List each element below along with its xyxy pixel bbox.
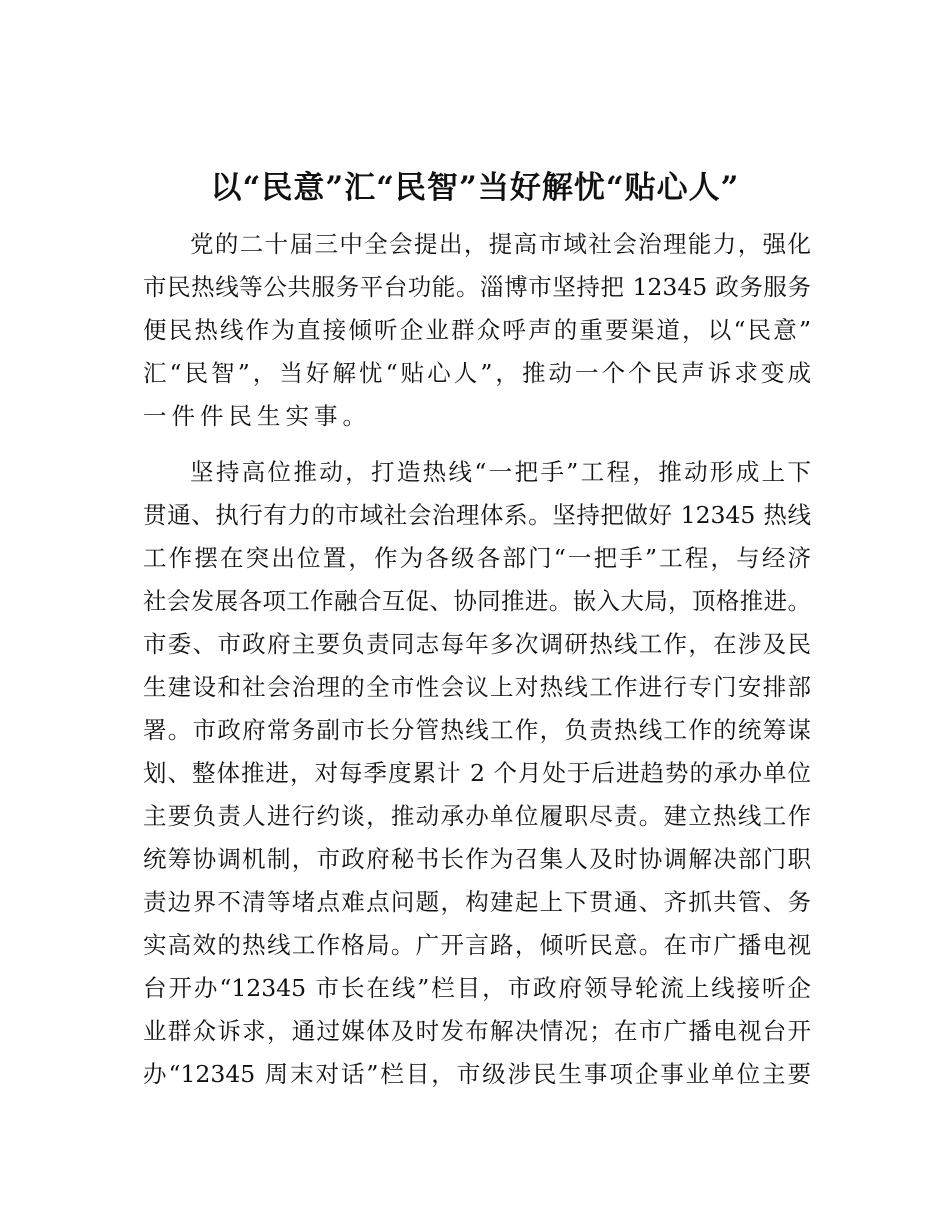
text-line: 坚持高位推动，打造热线“一把手”工程，推动形成上下 bbox=[190, 458, 811, 486]
text-line: 统筹协调机制，市政府秘书长作为召集人及时协调解决部门职 bbox=[143, 845, 811, 873]
paragraph-1 bbox=[143, 223, 811, 438]
page-title: 以“民意”汇“民智”当好解忧“贴心人” bbox=[210, 170, 740, 206]
text-line: 党的二十届三中全会提出，提高市域社会治理能力，强化 bbox=[190, 230, 811, 258]
text-line: 市民热线等公共服务平台功能。淄博市坚持把 12345 政务服务 bbox=[143, 273, 811, 301]
text-line: 市委、市政府主要负责同志每年多次调研热线工作，在涉及民 bbox=[143, 630, 811, 658]
text-line: 工作摆在突出位置，作为各级各部门“一把手”工程，与经济 bbox=[143, 544, 811, 572]
text-line: 一件件民生实事。 bbox=[143, 402, 371, 430]
text-line: 办“12345 周末对话”栏目，市级涉民生事项企事业单位主要 bbox=[143, 1060, 811, 1088]
text-line: 划、整体推进，对每季度累计 2 个月处于后进趋势的承办单位 bbox=[143, 759, 811, 787]
text-line: 署。市政府常务副市长分管热线工作，负责热线工作的统筹谋 bbox=[143, 716, 811, 744]
text-line: 台开办“12345 市长在线”栏目，市政府领导轮流上线接听企 bbox=[143, 974, 811, 1002]
text-line: 社会发展各项工作融合互促、协同推进。嵌入大局，顶格推进。 bbox=[143, 587, 811, 615]
text-line: 责边界不清等堵点难点问题，构建起上下贯通、齐抓共管、务 bbox=[143, 888, 811, 916]
text-line: 业群众诉求，通过媒体及时发布解决情况；在市广播电视台开 bbox=[143, 1017, 811, 1045]
text-line: 生建设和社会治理的全市性会议上对热线工作进行专门安排部 bbox=[143, 673, 811, 701]
text-line: 便民热线作为直接倾听企业群众呼声的重要渠道，以“民意” bbox=[143, 316, 811, 344]
text-line: 贯通、执行有力的市域社会治理体系。坚持把做好 12345 热线 bbox=[143, 501, 811, 529]
text-line: 实高效的热线工作格局。广开言路，倾听民意。在市广播电视 bbox=[143, 931, 811, 959]
text-line: 主要负责人进行约谈，推动承办单位履职尽责。建立热线工作 bbox=[143, 802, 811, 830]
text-line: 汇“民智”，当好解忧“贴心人”，推动一个个民声诉求变成 bbox=[143, 359, 811, 387]
paragraph-2 bbox=[143, 451, 811, 1096]
